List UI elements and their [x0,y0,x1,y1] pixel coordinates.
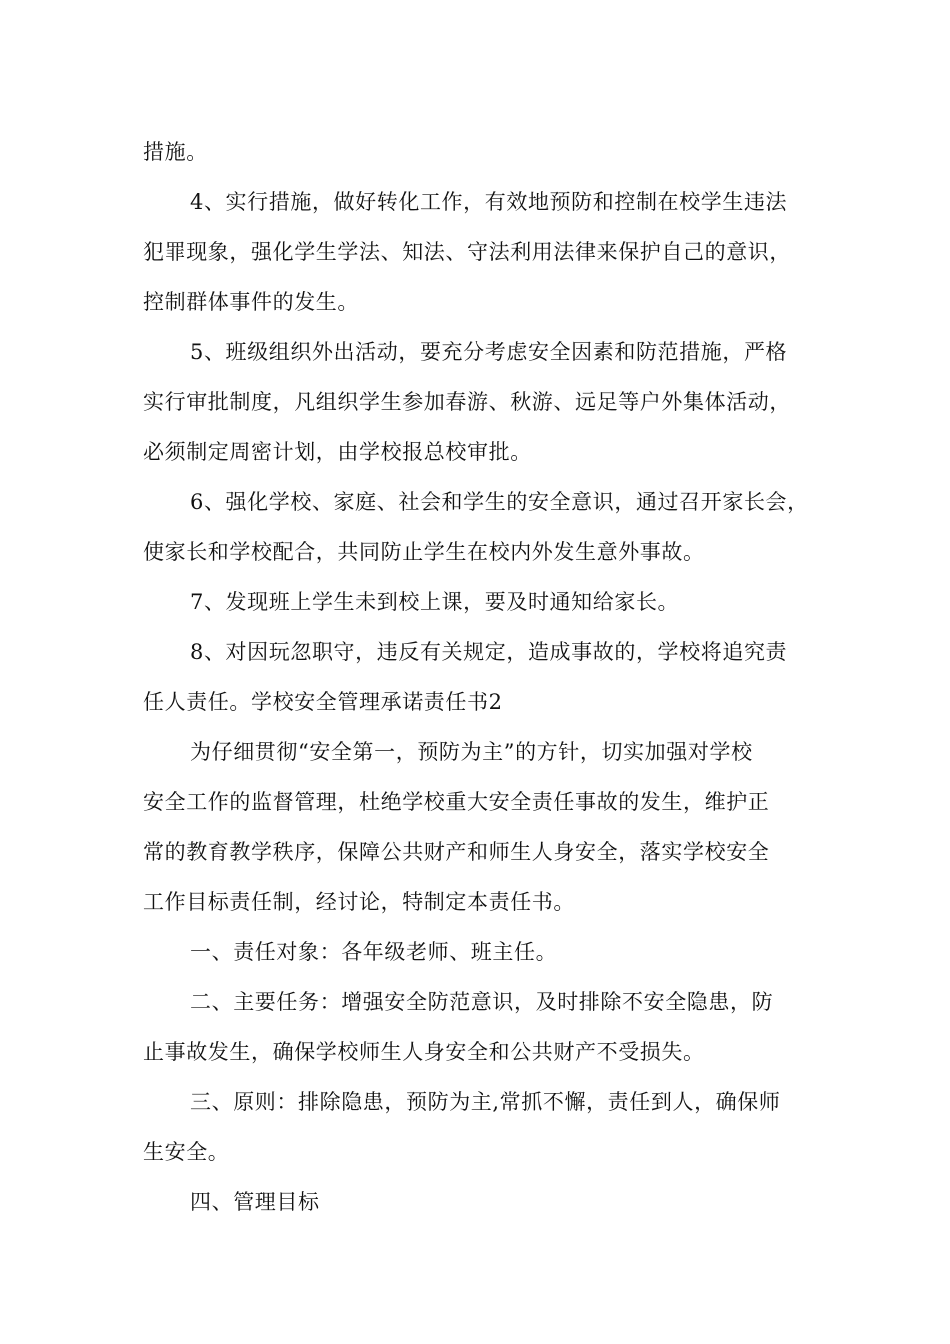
text-line: 安全工作的监督管理，杜绝学校重大安全责任事故的发生，维护正 [143,790,770,814]
text-line: 止事故发生，确保学校师生人身安全和公共财产不受损失。 [143,1040,705,1064]
text-line: 三、原则：排除隐患，预防为主,常抓不懈，责任到人，确保师 [190,1090,781,1114]
text-line: 犯罪现象，强化学生学法、知法、守法利用法律来保护自己的意识， [143,240,791,264]
text-line: 工作目标责任制，经讨论，特制定本责任书。 [143,890,575,914]
text-line: 为仔细贯彻“安全第一，预防为主”的方针，切实加强对学校 [190,740,753,764]
text-line: 实行审批制度，凡组织学生参加春游、秋游、远足等户外集体活动， [143,390,791,414]
text-line: 4、实行措施，做好转化工作，有效地预防和控制在校学生违法 [190,190,788,214]
text-line: 6、强化学校、家庭、社会和学生的安全意识，通过召开家长会， [190,490,809,514]
text-line: 措施。 [143,140,208,164]
text-line: 生安全。 [143,1140,230,1164]
text-line: 控制群体事件的发生。 [143,290,359,314]
text-line: 四、管理目标 [190,1190,320,1214]
text-line: 使家长和学校配合，共同防止学生在校内外发生意外事故。 [143,540,705,564]
text-line: 二、主要任务：增强安全防范意识，及时排除不安全隐患，防 [190,990,774,1014]
text-line: 常的教育教学秩序，保障公共财产和师生人身安全，落实学校安全 [143,840,770,864]
text-line: 7、发现班上学生未到校上课，要及时通知给家长。 [190,590,680,614]
text-line: 8、对因玩忽职守，违反有关规定，造成事故的，学校将追究责 [190,640,788,664]
text-line: 必须制定周密计划，由学校报总校审批。 [143,440,532,464]
text-line: 5、班级组织外出活动，要充分考虑安全因素和防范措施，严格 [190,340,788,364]
text-line: 一、责任对象：各年级老师、班主任。 [190,940,558,964]
text-line: 任人责任。学校安全管理承诺责任书2 [143,690,503,714]
